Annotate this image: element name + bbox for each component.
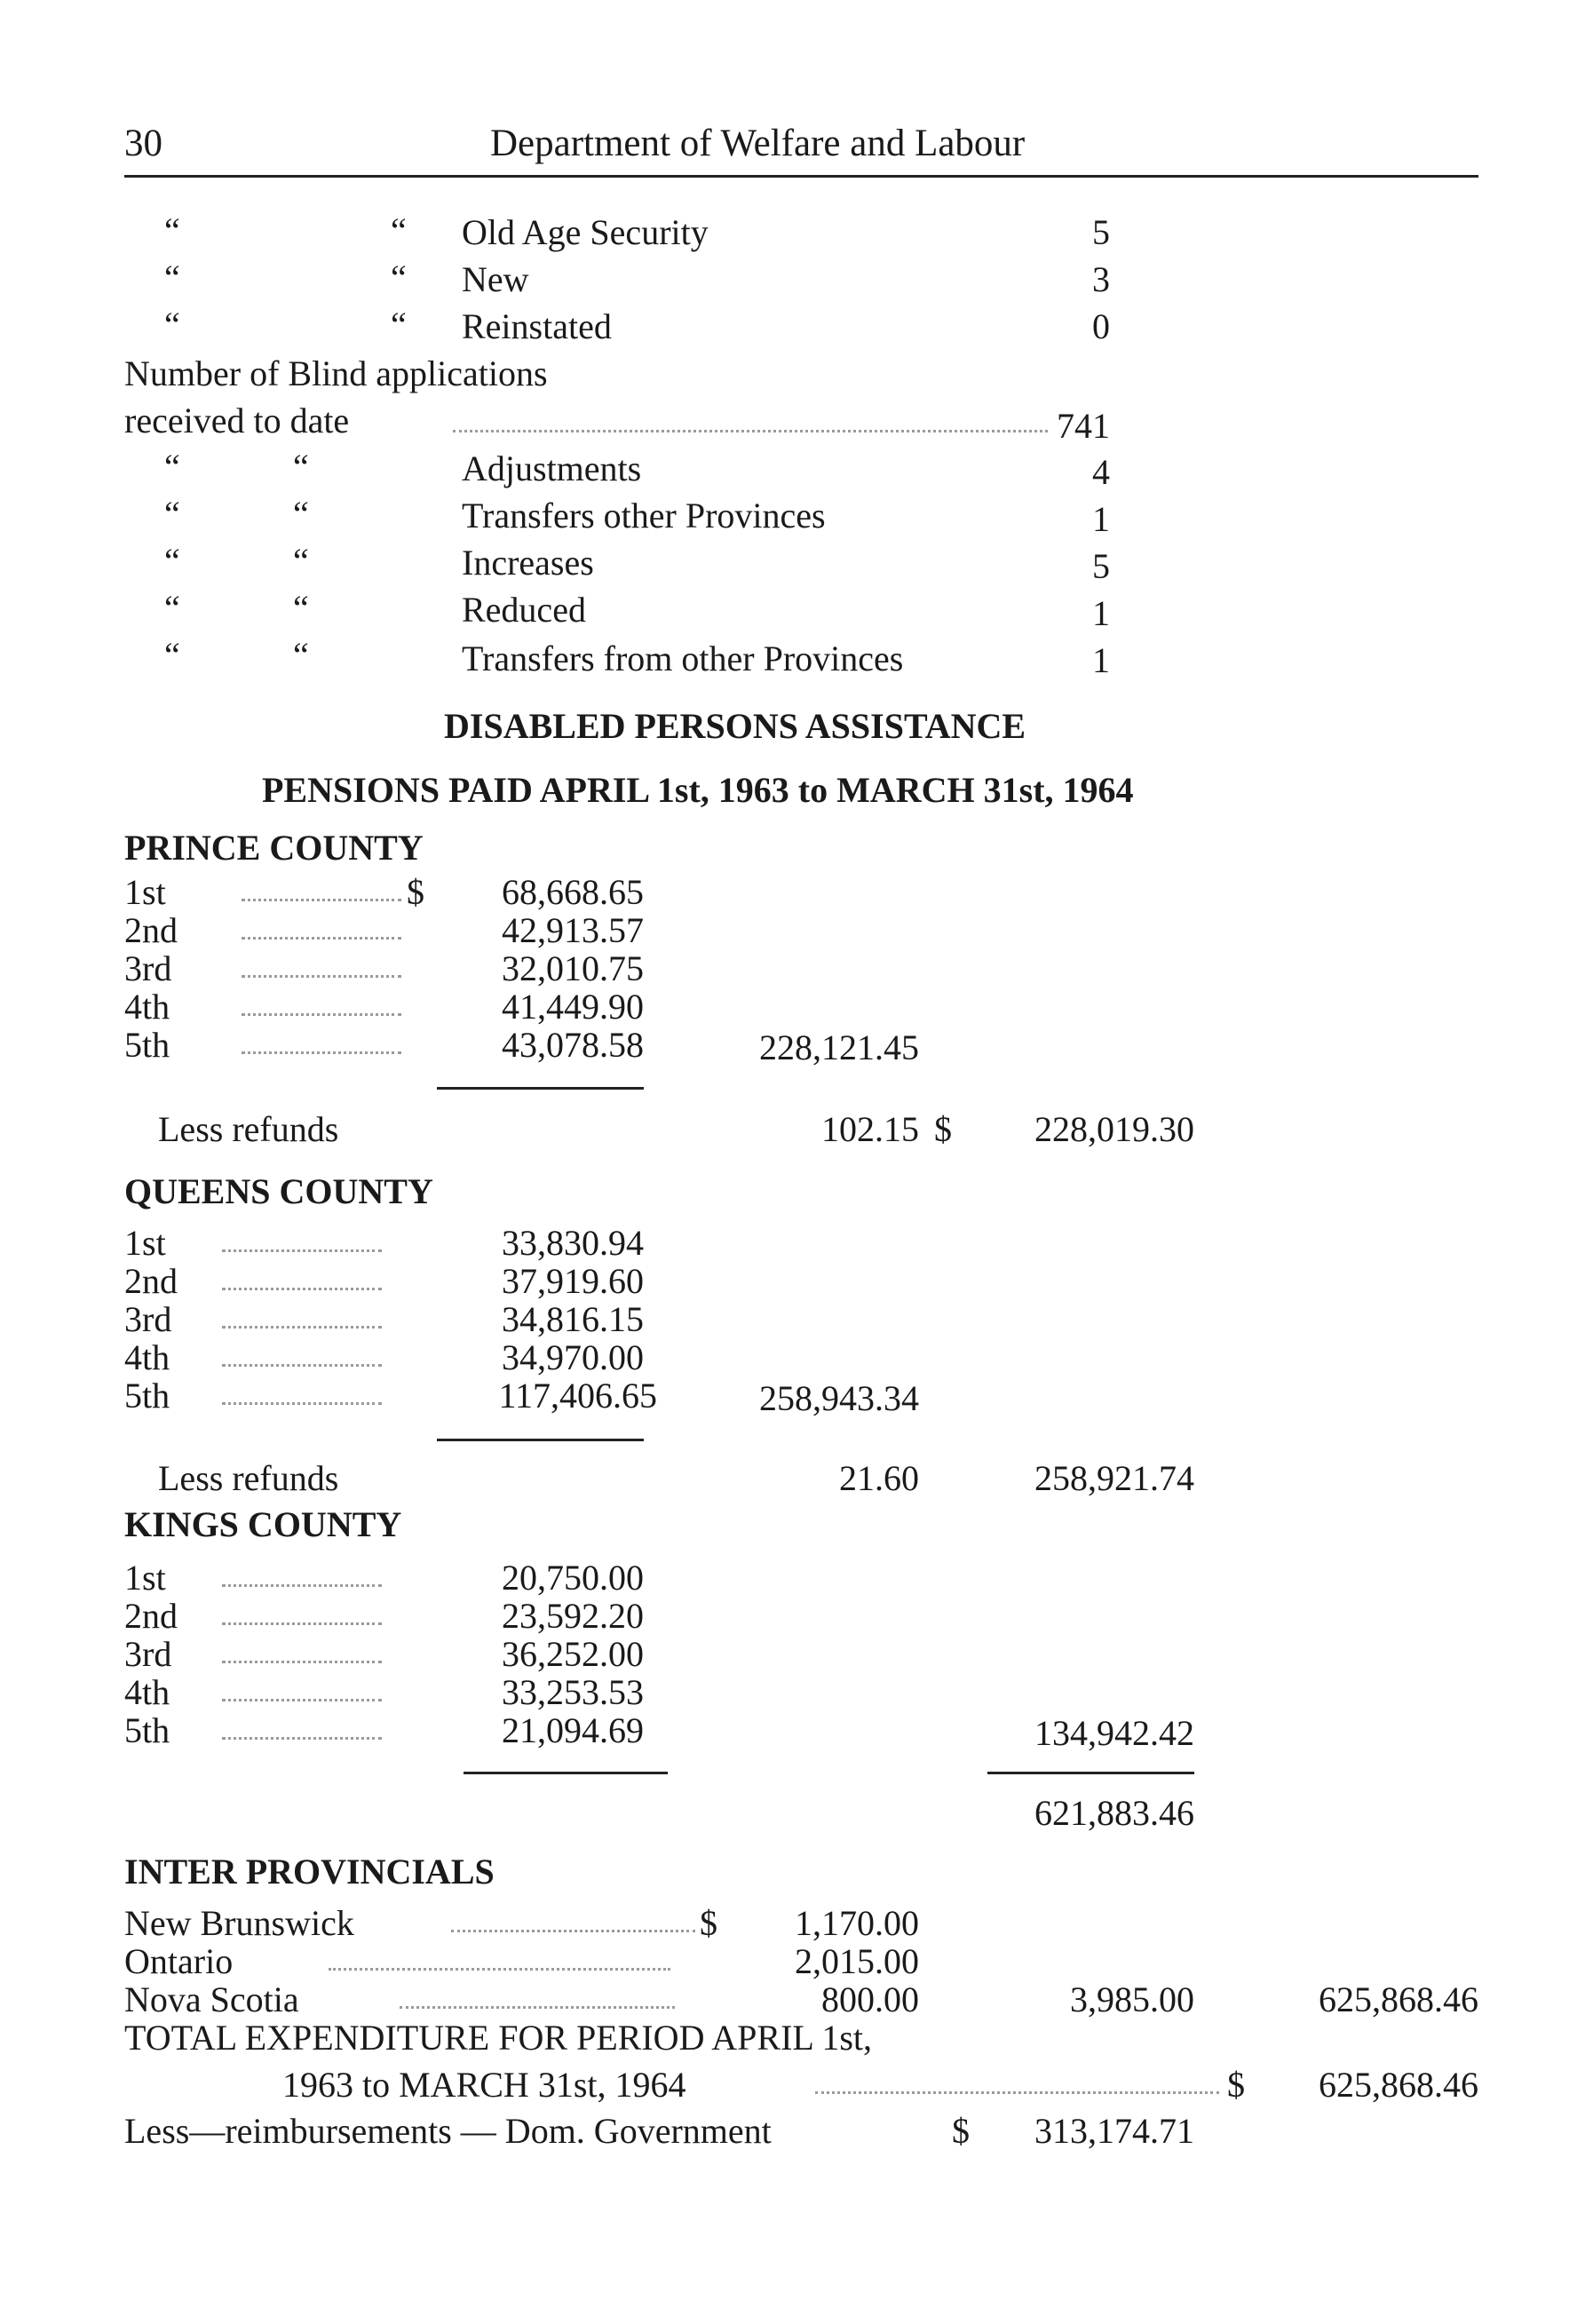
row-amount: 43,078.58 [502, 1025, 644, 1065]
applications-line1: Number of Blind applications [124, 353, 548, 393]
row-label: 2nd [124, 1261, 178, 1301]
leader-dots [329, 1968, 670, 1971]
row-label: 4th [124, 1337, 170, 1377]
leader-dots [222, 1364, 382, 1367]
ditto-mark: “ [164, 305, 180, 345]
dollar-sign: $ [407, 872, 424, 912]
row-amount: 68,668.65 [502, 872, 644, 912]
stat-label: Transfers from other Provinces [462, 639, 904, 678]
ditto-mark: “ [293, 588, 309, 628]
stat-value: 3 [1092, 259, 1110, 299]
county-heading: PRINCE COUNTY [124, 828, 424, 868]
leader-dots [815, 2091, 1219, 2094]
leader-dots [453, 430, 1048, 432]
row-amount: 33,253.53 [502, 1672, 644, 1712]
leader-dots [451, 1930, 695, 1932]
row-label: 5th [124, 1025, 170, 1065]
row-label: 2nd [124, 1596, 178, 1636]
refunds-amount: 102.15 [821, 1109, 919, 1149]
province-label: New Brunswick [124, 1903, 354, 1943]
leader-dots [222, 1402, 382, 1405]
row-label: 5th [124, 1376, 170, 1416]
province-amount: 1,170.00 [795, 1903, 919, 1943]
leader-dots [242, 937, 401, 940]
leader-dots [242, 899, 401, 901]
stat-value: 5 [1092, 212, 1110, 252]
province-label: Nova Scotia [124, 1979, 299, 2019]
ditto-mark: “ [164, 447, 180, 487]
stat-label: Transfers other Provinces [462, 496, 826, 535]
row-amount: 23,592.20 [502, 1596, 644, 1636]
province-amount: 800.00 [821, 1979, 919, 2019]
applications-value: 741 [1057, 406, 1110, 446]
reimbursement-label: Less—reimbursements — Dom. Government [124, 2111, 772, 2151]
section-subtitle: PENSIONS PAID APRIL 1st, 1963 to MARCH 31st, 1964 [262, 770, 1134, 810]
row-label: 1st [124, 1223, 166, 1263]
total-amount: 625,868.46 [1319, 2065, 1478, 2105]
stat-label: Reinstated [462, 306, 612, 346]
leader-dots [222, 1737, 382, 1740]
ditto-mark: “ [293, 494, 309, 534]
ditto-mark: “ [164, 635, 180, 675]
row-label: 1st [124, 872, 166, 912]
row-amount: 37,919.60 [502, 1261, 644, 1301]
ditto-mark: “ [391, 258, 407, 297]
inter-heading: INTER PROVINCIALS [124, 1852, 495, 1892]
row-label: 3rd [124, 948, 172, 988]
stat-label: Increases [462, 543, 594, 583]
sum-rule [464, 1772, 668, 1774]
row-label: 2nd [124, 910, 178, 950]
province-amount: 2,015.00 [795, 1941, 919, 1981]
dollar-sign: $ [700, 1903, 717, 1943]
header-rule [124, 175, 1478, 178]
leader-dots [222, 1326, 382, 1329]
row-amount: 117,406.65 [498, 1376, 657, 1416]
inter-subtotal: 3,985.00 [1070, 1979, 1194, 2019]
row-amount: 42,913.57 [502, 910, 644, 950]
refunds-label: Less refunds [158, 1109, 339, 1149]
stat-value: 5 [1092, 546, 1110, 586]
sum-rule [437, 1439, 644, 1441]
sum-rule [437, 1087, 644, 1090]
stat-value: 0 [1092, 306, 1110, 346]
row-amount: 41,449.90 [502, 987, 644, 1027]
grand-total: 625,868.46 [1319, 1979, 1478, 2019]
row-amount: 32,010.75 [502, 948, 644, 988]
county-net: 258,921.74 [1034, 1458, 1194, 1498]
leader-dots [242, 1013, 401, 1016]
row-label: 4th [124, 987, 170, 1027]
row-amount: 21,094.69 [502, 1710, 644, 1750]
ditto-mark: “ [164, 588, 180, 628]
ditto-mark: “ [391, 305, 407, 345]
refunds-label: Less refunds [158, 1458, 339, 1498]
row-label: 3rd [124, 1634, 172, 1674]
county-heading: QUEENS COUNTY [124, 1171, 433, 1211]
stat-label: Old Age Security [462, 212, 709, 252]
row-label: 5th [124, 1710, 170, 1750]
row-amount: 34,970.00 [502, 1337, 644, 1377]
ditto-mark: “ [293, 541, 309, 581]
row-amount: 34,816.15 [502, 1299, 644, 1339]
row-label: 4th [124, 1672, 170, 1712]
stat-value: 1 [1092, 593, 1110, 633]
dollar-sign: $ [934, 1109, 952, 1149]
county-heading: KINGS COUNTY [124, 1504, 402, 1544]
dollar-sign: $ [1227, 2065, 1245, 2105]
stat-value: 1 [1092, 640, 1110, 680]
leader-dots [222, 1249, 382, 1252]
leader-dots [242, 1051, 401, 1054]
leader-dots [222, 1584, 382, 1587]
page-number: 30 [124, 123, 162, 164]
reimbursement-amount: 313,174.71 [1034, 2111, 1194, 2151]
ditto-mark: “ [391, 210, 407, 250]
ditto-mark: “ [293, 635, 309, 675]
applications-line2: received to date [124, 401, 350, 440]
sum-rule [987, 1772, 1194, 1774]
leader-dots [222, 1288, 382, 1290]
leader-dots [242, 975, 401, 978]
stat-label: Reduced [462, 590, 586, 630]
ditto-mark: “ [164, 541, 180, 581]
leader-dots [222, 1699, 382, 1701]
stat-label: New [462, 259, 529, 299]
row-label: 3rd [124, 1299, 172, 1339]
section-title: DISABLED PERSONS ASSISTANCE [444, 706, 1026, 746]
refunds-amount: 21.60 [839, 1458, 919, 1498]
ditto-mark: “ [164, 494, 180, 534]
ditto-mark: “ [164, 258, 180, 297]
stat-value: 4 [1092, 452, 1110, 492]
row-label: 1st [124, 1558, 166, 1598]
row-amount: 36,252.00 [502, 1634, 644, 1674]
county-total: 621,883.46 [1034, 1793, 1194, 1833]
leader-dots [400, 2006, 675, 2009]
ditto-mark: “ [293, 447, 309, 487]
stat-label: Adjustments [462, 448, 642, 488]
leader-dots [222, 1622, 382, 1625]
dollar-sign: $ [952, 2111, 970, 2151]
stat-value: 1 [1092, 499, 1110, 539]
province-label: Ontario [124, 1941, 234, 1981]
row-amount: 20,750.00 [502, 1558, 644, 1598]
county-subtotal: 258,943.34 [759, 1378, 919, 1418]
page-header-title: Department of Welfare and Labour [490, 123, 1026, 164]
total-line2: 1963 to MARCH 31st, 1964 [282, 2065, 686, 2105]
county-subtotal: 228,121.45 [759, 1027, 919, 1067]
county-net: 228,019.30 [1034, 1109, 1194, 1149]
leader-dots [222, 1661, 382, 1663]
ditto-mark: “ [164, 210, 180, 250]
row-amount: 33,830.94 [502, 1223, 644, 1263]
total-line1: TOTAL EXPENDITURE FOR PERIOD APRIL 1st, [124, 2018, 873, 2058]
county-net: 134,942.42 [1034, 1713, 1194, 1753]
